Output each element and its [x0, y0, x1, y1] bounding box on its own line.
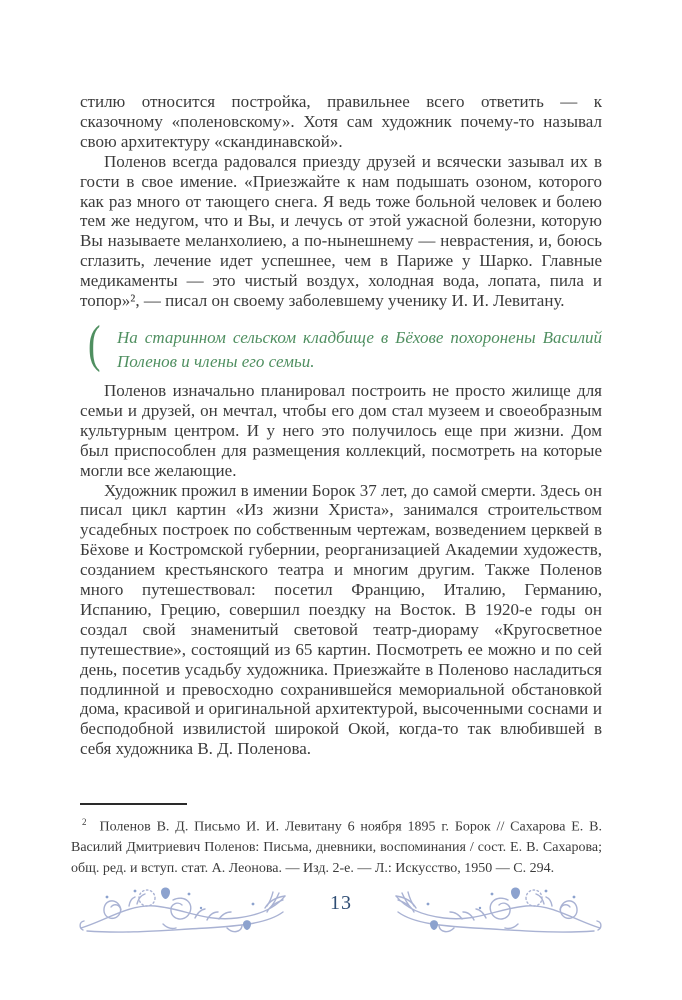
- paragraph-3: Поленов изначально планировал построить не просто жилище для семьи и друзей, он мечтал, чтобы его дом стал музеем и своеобразным культурным центром. И у него это получилось еще при жизни. Дом был приспособлен для размещения коллекций, посмотреть на которые могли все желающие.: [80, 380, 602, 480]
- callout-quote: [80, 315, 602, 374]
- callout-text: На старинном сельском кладбище в Бёхове похоронены Василий Поленов и члены его семьи.: [117, 327, 602, 371]
- paragraph-1: стилю относится постройка, правильнее всего ответить — к сказочному «поленовскому». Хотя сам художник почему-то называл свою архитектуру «скандинавской».: [80, 92, 602, 151]
- footnote-text: $^2$ Поленов В. Д. Письмо И. И. Левитану 6 ноября 1895 г. Борок // Сахарова Е. В. Василий Дмитриевич Поленов: Письма, дневники, воспоминания / сост. Е. В. Сахарова; общ. ред. и вступ. стат. А. Леонова. — Изд. 2-е. — Л.: Искусство, 1950 — С. 294.: [71, 817, 602, 876]
- paragraph-4: Художник прожил в имении Борок 37 лет, до самой смерти. Здесь он писал цикл картин «Из жизни Христа», занимался строительством усадебных построек по собственным чертежам, возведением церквей в Бёхове и Костромской губернии, реорганизацией Академии художеств, созданием крестьянского театра и многим другим. Также Поленов много путешествовал: посетил Францию, Италию, Германию, Испанию, Грецию, совершил поездку на Восток. В 1920-е годы он создал свой знаменитый световой театр-диораму «Кругосветное путешествие», состоящий из 65 картин. Посмотреть ее можно и по сей день, посетив усадьбу художника. Приезжайте в Поленово насладиться подлинной и превосходно сохранившейся мемориальной обстановкой дома, красивой и оригинальной архитектурой, высоченными соснами и бесподобной извилистой широкой Окой, когда-то так влюбившей в себя художника В. Д. Поленова.: [80, 480, 602, 759]
- body-text: [80, 92, 602, 759]
- footnote-rule: [80, 803, 187, 805]
- paragraph-2: Поленов всегда радовался приезду друзей и всячески зазывал их в гости в свое имение. «Приезжайте к нам подышать озоном, которого как раз много от тающего снега. Я ведь тоже больной человек и болею тем же недугом, что и Вы, и лечусь от этой ужасной болезни, которую Вы называете меланхолиею, а по-нынешнему — неврастения, и, боюсь сглазить, лечение идет успешнее, чем в Париже у Шарко. Главные медикаменты — это чистый воздух, холодная вода, лопата, пила и топор»², — писал он своему заболевшему ученику И. И. Левитану.: [80, 151, 602, 311]
- footnote-marker: 2: [82, 817, 87, 827]
- footnote: [71, 803, 602, 879]
- footer-ornament-right-icon: [392, 884, 604, 936]
- page-number: 13: [330, 892, 352, 914]
- callout-bracket-icon: (: [88, 315, 101, 373]
